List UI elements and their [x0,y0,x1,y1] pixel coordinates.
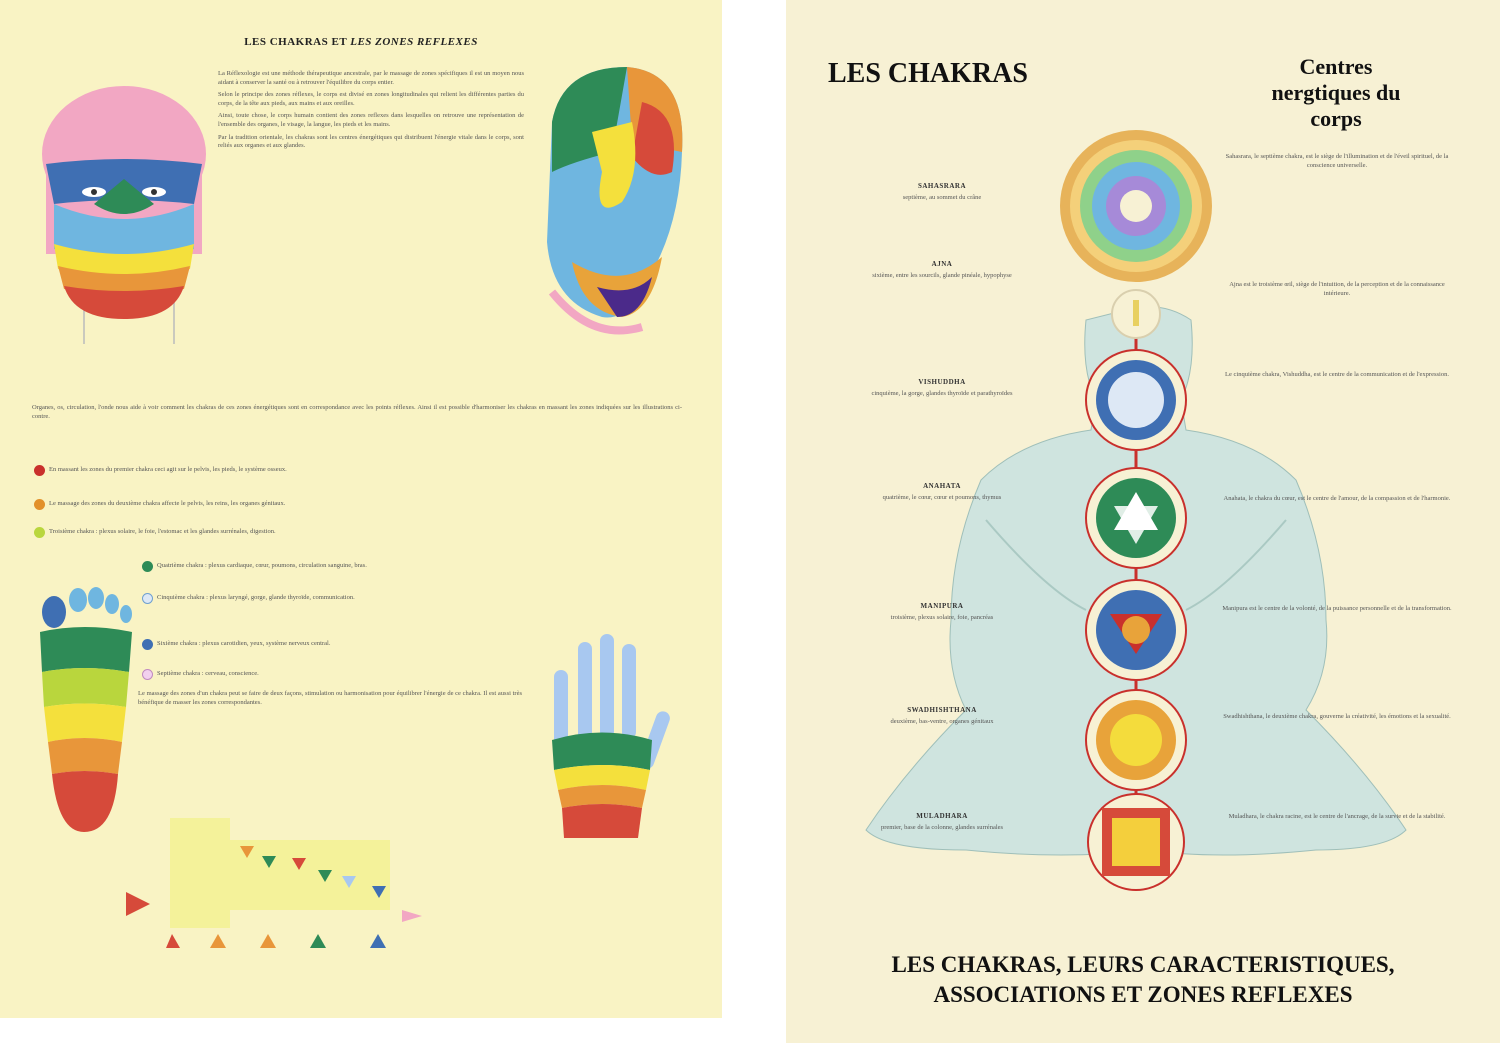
muladhara-icon [1088,794,1184,890]
chakra-label-anahata: ANAHATA quatrième, le cœur, cœur et poumons, thymus [882,482,1002,501]
foot-reflex-illustration [34,582,144,832]
vishuddha-icon [1086,350,1186,450]
list-item: Cinquième chakra : plexus laryngé, gorge, glande thyroïde, communication. [142,594,522,604]
right-page-title: LES CHAKRAS [828,58,1028,89]
left-page [0,0,722,1018]
manipura-icon [1086,580,1186,680]
chakra-label-swadhishthana: SWADHISHTHANA deuxième, bas-ventre, organes génitaux [890,706,994,725]
anahata-icon [1086,468,1186,568]
wide-text: Organes, os, circulation, l'onde nous aide à voir comment les chakras de ces zones énergétiques sont en correspondance avec les points réflexes. Ainsi il est possible d'harmoniser les chakras en massant les zones indiquées sur les illustrations ci-contre. [32,404,682,420]
chakra-label-vishuddha: VISHUDDHA cinquième, la gorge, glandes thyroïde et parathyroïdes [871,378,1013,397]
list-item: Sixième chakra : plexus carotidien, yeux, système nerveux central. [142,640,522,650]
list-item: Septième chakra : cerveau, conscience. [142,670,522,680]
intro-text: La Réflexologie est une méthode thérapeutique ancestrale, par le massage de zones spécifiques il est un moyen nous aidant à conserver la santé ou à retrouver l'équilibre du corps entier. Selon le principe des zones réflexes, le corps est divisé en zones longitudinales qui relient les différentes parties du corps, de la tête aux pieds, aux mains et aux oreilles. Ainsi, toute chose, le corps humain contient des zones reflexes dans lesquelles on retrouve une représentation de l'ensemble des organes, le visage, la langue, les pieds et les mains. Par la tradition orientale, les chakras sont les centres énergétiques qui distribuent l'énergie vitale dans le corps, sont reliés aux organes et aux glandes. [218,70,524,150]
chakra-description: Sahasrara, le septième chakra, est le siège de l'illumination et de l'éveil spirituel, de la conscience universelle. [1225,153,1449,169]
chakra-label-muladhara: MULADHARA premier, base de la colonne, glandes surrénales [880,812,1004,831]
chakra-label-sahasrara: SAHASRARA septième, au sommet du crâne [902,182,982,201]
chakra-description: Manipura est le centre de la volonté, de la puissance personnelle et de la transformation. [1222,605,1452,612]
ajna-icon [1112,290,1160,338]
orange-dot-icon [34,499,45,510]
chakra-label-manipura: MANIPURA troisième, plexus solaire, foie, pancréas [890,602,994,621]
sahasrara-icon [1060,130,1212,282]
yellow-green-dot-icon [34,527,45,538]
chakra-description: Muladhara, le chakra racine, est le centre de l'ancrage, de la survie et de la stabilité. [1228,813,1446,820]
spine-reflex-illustration [122,810,422,960]
left-page-title: LES CHAKRAS ET LES ZONES REFLEXES [244,36,478,48]
list-item: Troisième chakra : plexus solaire, le foie, l'estomac et les glandes surrénales, digestion. [34,528,684,538]
list-item: Quatrième chakra : plexus cardiaque, cœur, poumons, circulation sanguine, bras. [142,562,522,572]
chakra-description: Le cinquième chakra, Vishuddha, est le centre de la communication et de l'expression. [1225,371,1449,378]
right-page-subtitle: Centres nergtiques du corps [1271,54,1401,131]
swadhishthana-icon [1086,690,1186,790]
chakra-description: Ajna est le troisième œil, siège de l'intuition, de la perception et de la connaissance intérieure. [1229,281,1445,297]
right-page [786,0,1500,1043]
hand-reflex-illustration [532,630,672,840]
face-reflex-illustration [34,84,214,344]
chakra-column [1036,130,1236,890]
chakra-label-ajna: AJNA sixième, entre les sourcils, glande pinéale, hypophyse [872,260,1012,279]
list-item: En massant les zones du premier chakra ceci agit sur le pelvis, les pieds, le système osseux. [34,466,684,476]
right-page-bottom-title: LES CHAKRAS, LEURS CARACTERISTIQUES, ASSOCIATIONS ET ZONES REFLEXES [891,952,1395,1007]
ear-reflex-illustration [532,62,702,342]
list-item: Le massage des zones du deuxième chakra affecte le pelvis, les reins, les organes génitaux. [34,500,684,510]
closing-text: Le massage des zones d'un chakra peut se faire de deux façons, stimulation ou harmonisation pour équilibrer l'énergie de ce chakra. Il est aussi très bénéfique de masser les zones correspondantes. [138,690,522,706]
chakra-description: Anahata, le chakra du cœur, est le centre de l'amour, de la compassion et de l'harmonie. [1223,495,1451,502]
chakra-description: Swadhishthana, le deuxième chakra, gouverne la créativité, les émotions et la sexualité. [1223,713,1451,720]
red-dot-icon [34,465,45,476]
green-dot-icon [142,561,153,572]
